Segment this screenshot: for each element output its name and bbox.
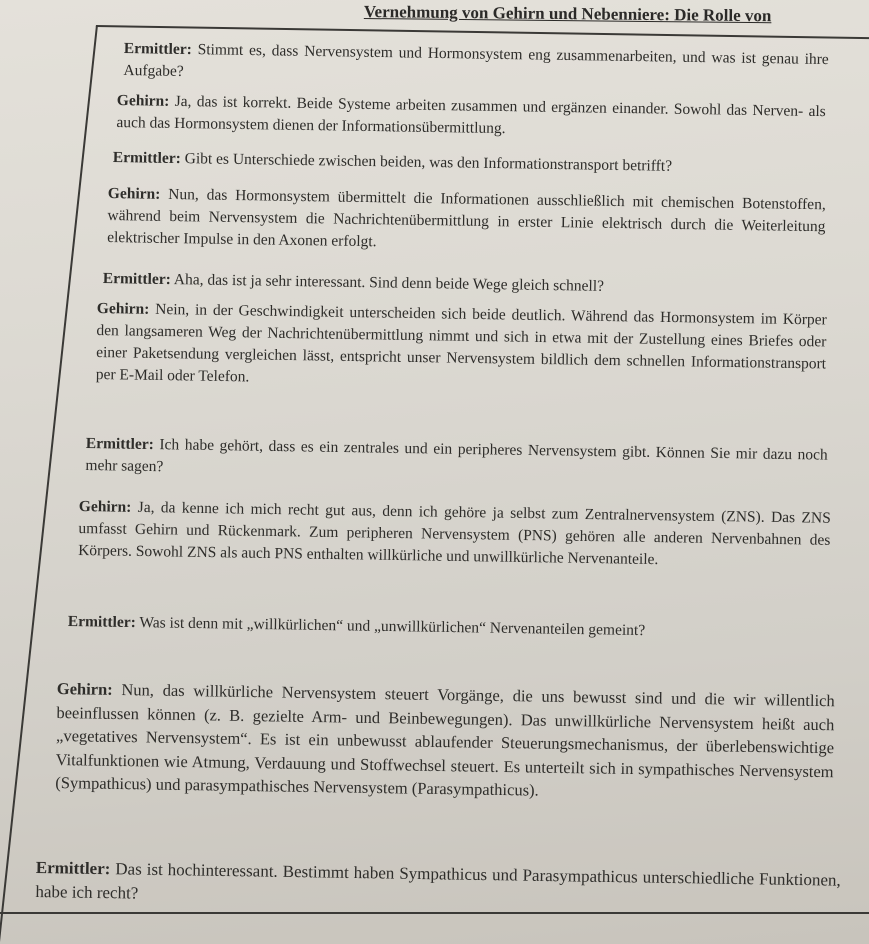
worksheet-title: Vernehmung von Gehirn und Nebenniere: Die Rolle von [363,2,772,26]
speaker-label: Gehirn: [96,299,150,318]
speaker-label: Ermittler: [123,39,192,59]
speaker-label: Ermittler: [102,269,171,289]
speaker-label: Ermittler: [67,612,136,632]
turn-text: Ja, das ist korrekt. Beide Systeme arbeiten zusammen und ergänzen einander. Sowohl das Nerven- als auch das Hormonsystem dienen der Informationsübermittlung. [116,92,826,138]
speaker-label: Gehirn: [78,497,132,516]
speaker-label: Ermittler: [85,434,154,454]
turn-text: Stimmt es, dass Nervensystem und Hormonsystem eng zusammenarbeiten, und was ist genau ihre Aufgabe? [123,41,829,80]
speaker-label: Ermittler: [35,857,111,879]
speaker-label: Gehirn: [116,91,170,110]
turn-text: Nein, in der Geschwindigkeit unterscheiden sich beide deutlich. Während das Hormonsystem im Körper den langsameren Weg der Nachrichtenübermittlung nimmt und sich in etwa mit der Zustellung eines Briefes oder einer Paketsendung vergleichen lässt, entspricht unser Nervensystem bildlich dem schnellen Informationstransport per E-Mail oder Telefon. [95,300,827,386]
dialogue-turn-brain [78,496,831,574]
dialogue-turn-brain [55,677,835,807]
speaker-label: Gehirn: [56,678,113,699]
turn-text: Ja, da kenne ich mich recht gut aus, denn ich gehöre ja selbst zum Zentralnervensystem (ZNS). Das ZNS umfasst Gehirn und Rückenmark. Zum peripheren Nervensystem (PNS) gehören alle anderen Nervenbahnen des Körpers. Sowohl ZNS als auch PNS enthalten willkürliche und unwillkürliche Nervenanteile. [78,498,831,569]
turn-text: Nun, das Hormonsystem übermittelt die Informationen ausschließlich mit chemischen Botenstoffen, während beim Nervensystem die Nachrichtenübermittlung in erster Linie elektrisch durch die Weiterleitung elektrischer Impulse in den Axonen erfolgt. [107,185,826,251]
turn-text: Ich habe gehört, dass es ein zentrales und ein peripheres Nervensystem gibt. Können Sie mir dazu noch mehr sagen? [85,436,828,476]
dialogue-turn-brain [96,298,827,397]
turn-text: Gibt es Unterschiede zwischen beiden, was den Informationstransport betrifft? [184,150,673,175]
turn-text: Nun, das willkürliche Nervensystem steuert Vorgänge, die uns bewusst sind und die wir willentlich beeinflussen können (z. B. gezielte Arm- und Beinbewegungen). Das unwillkürliche Nervensystem heißt auch „vegetatives Nervensystem“. Es ist ein unbewusst ablaufender Steuerungsmechanismus, der überlebenswichtige Vitalfunktionen wie Atmung, Verdauung und Stoffwechsel steuert. Es unterteilt sich in sympathisches Nervensystem (Sympathicus) und parasympathisches Nervensystem (Parasympathicus). [55,680,835,800]
turn-text: Was ist denn mit „willkürlichen“ und „unwillkürlichen“ Nervenanteilen gemeint? [139,614,646,640]
speaker-label: Ermittler: [112,148,181,168]
turn-text: Das ist hochinteressant. Bestimmt haben Sympathicus und Parasympathicus unterschiedliche Funktionen, habe ich recht? [35,859,841,903]
turn-text: Aha, das ist ja sehr interessant. Sind denn beide Wege gleich schnell? [173,271,605,295]
dialogue-turn-brain [107,183,826,260]
speaker-label: Gehirn: [107,184,161,203]
